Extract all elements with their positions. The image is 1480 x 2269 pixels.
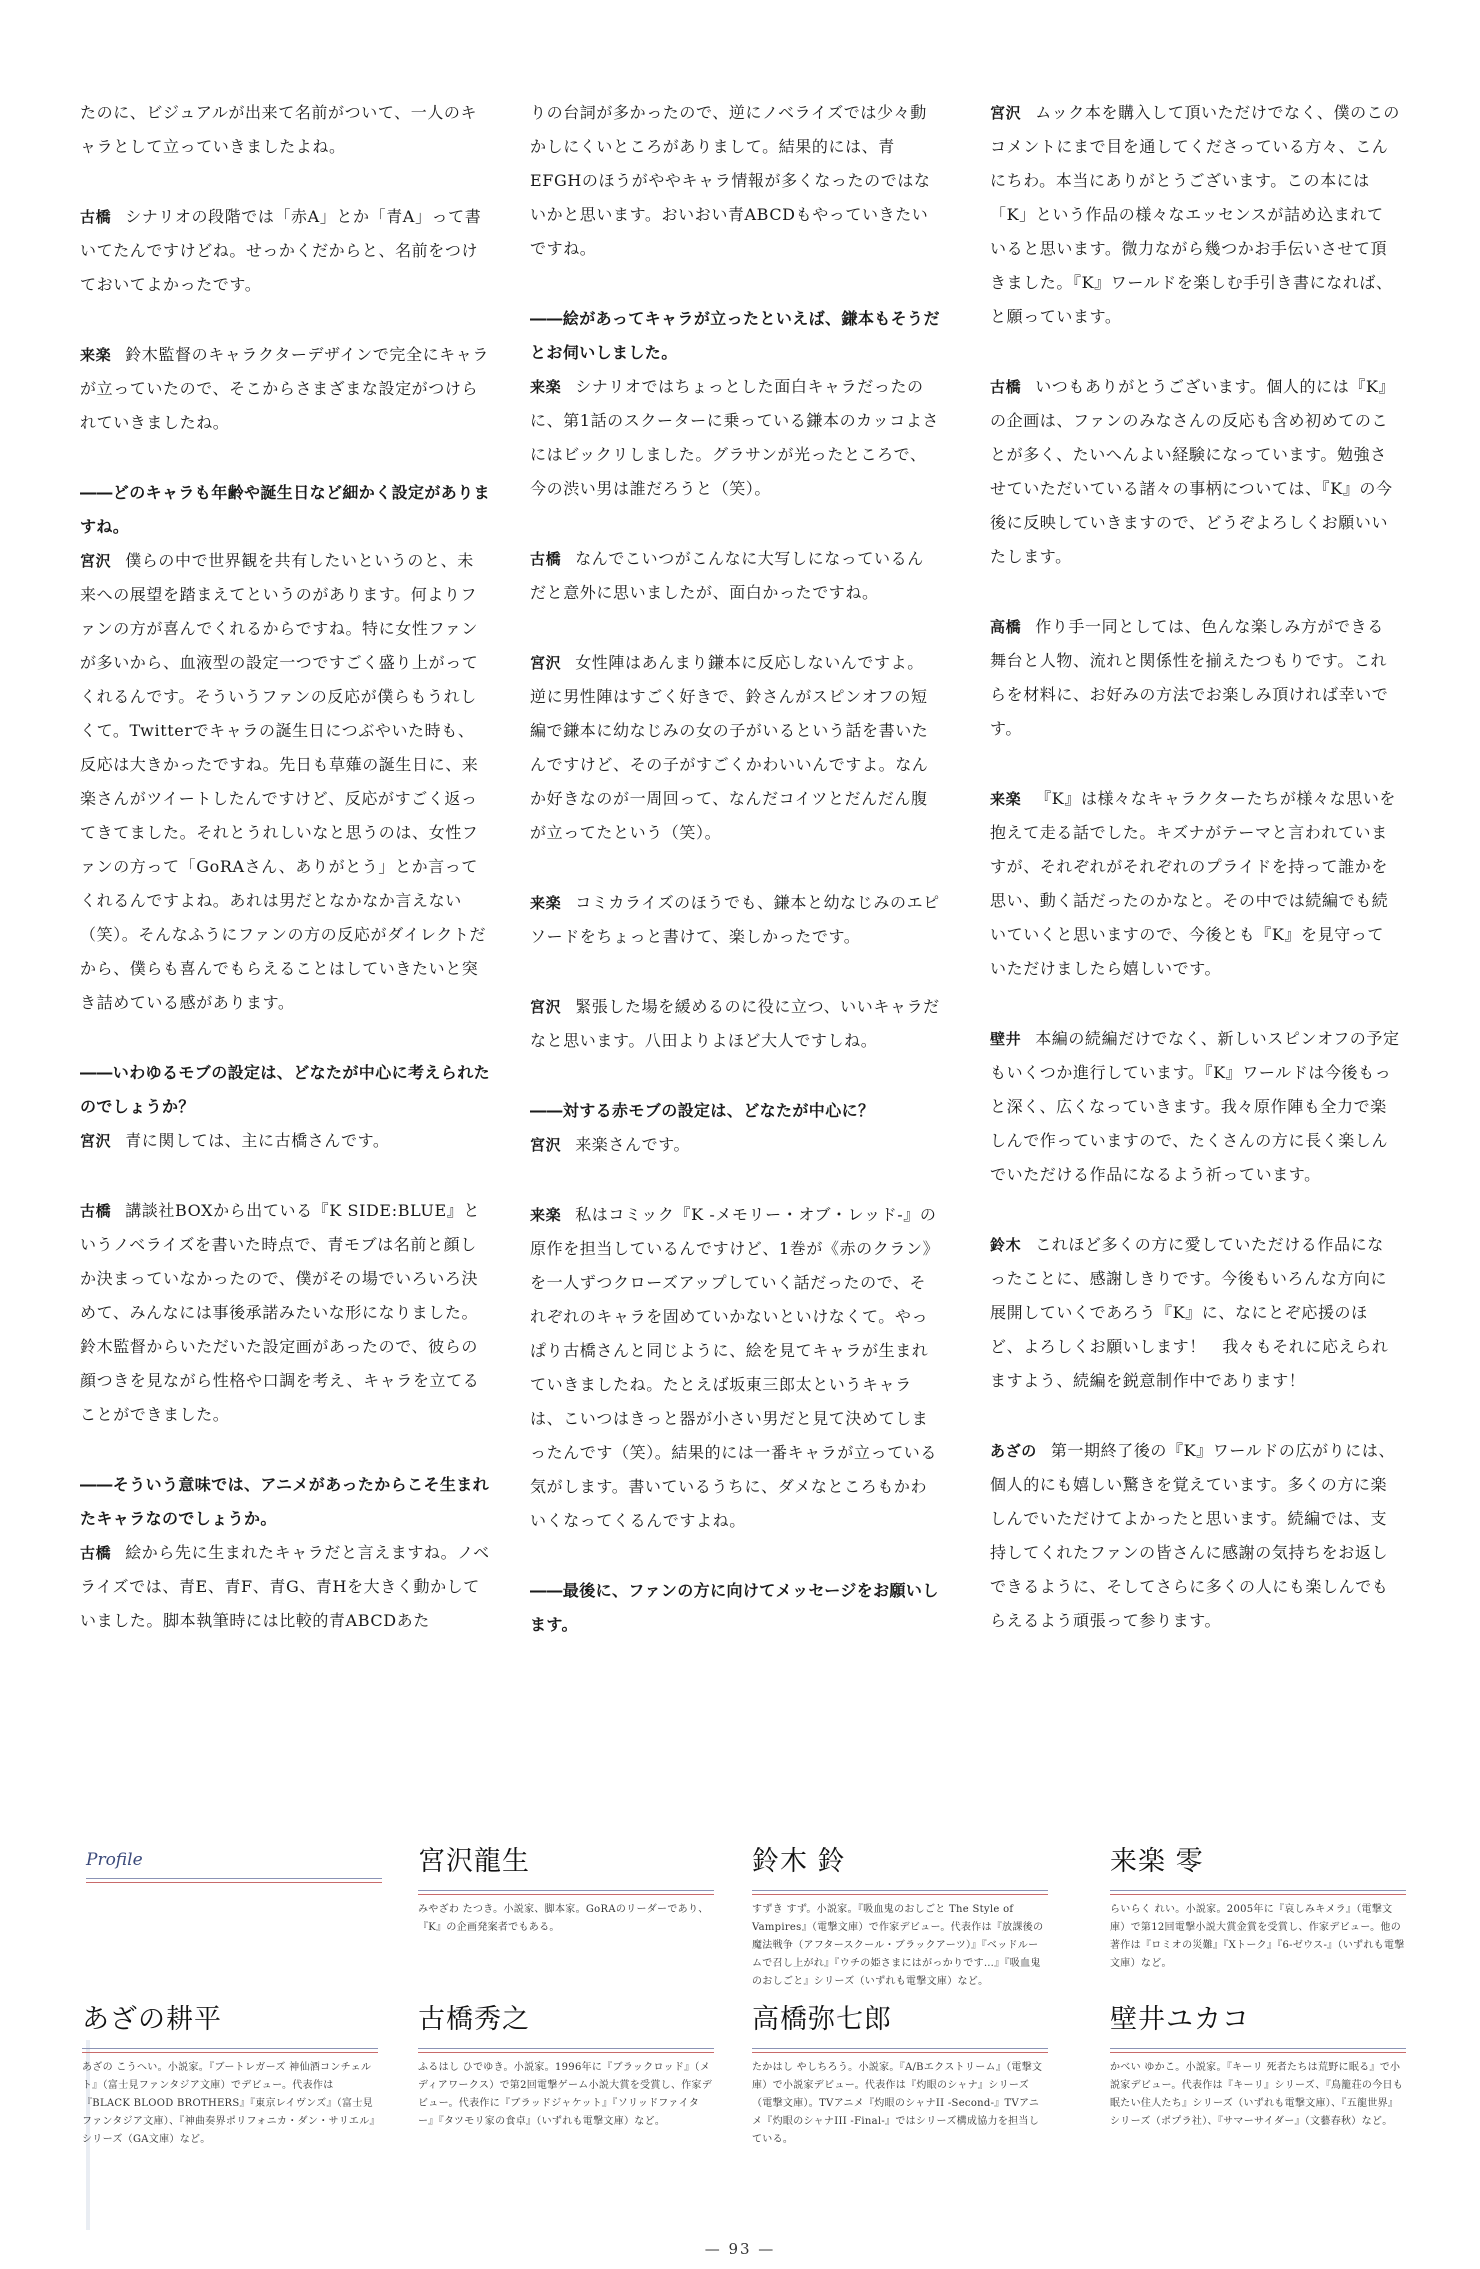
paragraph-text: なんでこいつがこんなに大写しになっているんだと意外に思いましたが、面白かったですね。 — [530, 549, 924, 602]
interview-question: ――どのキャラも年齢や誕生日など細かく設定がありますね。 — [80, 483, 491, 536]
speaker-paragraph — [80, 200, 490, 302]
paragraph-text: 第一期終了後の『K』ワールドの広がりには、個人的にも嬉しい驚きを覚えています。多くの方に楽しんでいただけてよかったと思います。続編では、支持してくれたファンの皆さんに感謝の気持ちをお返しできるように、そしてさらに多くの人にも楽しんでもらえるよう頑張って参ります。 — [990, 1441, 1396, 1630]
profile-bio: たかはし やしちろう。小説家。『A/Bエクストリーム』（電撃文庫）で小説家デビュー。代表作は『灼眼のシャナ』シリーズ（電撃文庫）。TVアニメ『灼眼のシャナII -Second-』TVアニメ『灼眼のシャナIII -Final-』ではシリーズ構成協力を担当している。 — [752, 2062, 1043, 2145]
speaker-paragraph — [530, 646, 940, 850]
speaker-name: 壁井 — [990, 1030, 1022, 1048]
profile-bio: らいらく れい。小説家。2005年に『哀しみキメラ』（電撃文庫）で第12回電撃小説大賞金賞を受賞し、作家デビュー。他の著作は『ロミオの災難』『Xトーク』『6-ゼウス-』（いずれも電撃文庫）など。 — [1110, 1904, 1405, 1969]
speaker-name: 宮沢 — [990, 104, 1022, 122]
profile-name: 鈴木 鈴 — [752, 1846, 846, 1877]
paragraph-text: りの台詞が多かったので、逆にノベライズでは少々動かしにくいところがありまして。結果的には、青EFGHのほうがややキャラ情報が多くなったのではないかと思います。おいおい青ABCDもやっていきたいですね。 — [530, 103, 931, 258]
profile-name: 高橋弥七郎 — [752, 2004, 892, 2035]
profile-bio: みやざわ たつき。小説家、脚本家。GoRAのリーダーであり、『K』の企画発案者でもある。 — [418, 1904, 709, 1933]
profile-divider — [82, 2048, 378, 2053]
paragraph-text: コミカライズのほうでも、鎌本と幼なじみのエピソードをちょっと書けて、楽しかったです。 — [530, 893, 940, 946]
profile-bio: すずき すず。小説家。『吸血鬼のおしごと The Style of Vampires』（電撃文庫）で作家デビュー。代表作は『放課後の魔法戦争（アフタースクール・ブラックアーツ）』『ベッドルームで召し上がれ』『ウチの姫さまにはがっかりです…』『吸血鬼のおしごと』シリーズ（いずれも電撃文庫）など。 — [752, 1904, 1044, 1987]
profile-divider — [418, 2048, 714, 2053]
profile-section — [80, 1842, 1410, 2172]
speaker-name: 宮沢 — [530, 654, 562, 672]
speaker-paragraph — [990, 610, 1400, 746]
profile-bio: ふるはし ひでゆき。小説家。1996年に『ブラックロッド』（メディアワークス）で第2回電撃ゲーム小説大賞を受賞し、作家デビュー。代表作に『ブラッドジャケット』『ソリッドファイター』『タツモリ家の食卓』（いずれも電撃文庫）など。 — [418, 2062, 713, 2127]
speaker-paragraph — [990, 1434, 1400, 1638]
paragraph-text: これほど多くの方に愛していただける作品になったことに、感謝しきりです。今後もいろんな方向に展開していくであろう『K』に、なにとぞ応援のほど、よろしくお願いします！ 我々もそれに応えられますよう、続編を鋭意制作中であります！ — [990, 1235, 1389, 1390]
speaker-name: 古橋 — [80, 1202, 112, 1220]
profile-name: あざの耕平 — [82, 2004, 222, 2035]
profile-name: 宮沢龍生 — [418, 1846, 530, 1877]
paragraph-text: 私はコミック『K -メモリー・オブ・レッド-』の原作を担当しているんですけど、1巻が《赤のクラン》を一人ずつクローズアップしていく話だったので、それぞれのキャラを固めていかないといけなくて。やっぱり古橋さんと同じように、絵を見てキャラが生まれていきましたね。たとえば坂東三郎太というキャラは、こいつはきっと器が小さい男だと見て決めてしまったんです（笑）。結果的には一番キャラが立っている気がします。書いているうちに、ダメなところもかわいくなってくるんですよね。 — [530, 1205, 940, 1530]
speaker-name: あざの — [990, 1442, 1037, 1460]
profile-divider — [418, 1890, 714, 1895]
paragraph-text: 緊張した場を緩めるのに役に立つ、いいキャラだなと思います。八田よりよほど大人ですしね。 — [530, 997, 940, 1050]
profile-name: 古橋秀之 — [418, 2004, 530, 2035]
speaker-paragraph — [80, 338, 490, 440]
profile-card-azano — [82, 2000, 378, 2149]
text-column-3 — [990, 96, 1400, 1674]
paragraph-text: シナリオではちょっとした面白キャラだったのに、第1話のスクーターに乗っている鎌本のカッコよさにはビックリしました。グラサンが光ったところで、今の渋い男は誰だろうと（笑）。 — [530, 377, 940, 498]
profile-card-furuhashi — [418, 2000, 714, 2131]
speaker-name: 鈴木 — [990, 1236, 1022, 1254]
speaker-name: 来楽 — [530, 1206, 562, 1224]
profile-bio: かべい ゆかこ。小説家。『キーリ 死者たちは荒野に眠る』で小説家デビュー。代表作は『キーリ』シリーズ、『鳥籠荘の今日も眠たい住人たち』シリーズ（いずれも電撃文庫）、『五龍世界』シリーズ（ポプラ社）、『サマーサイダー』（文藝春秋）など。 — [1110, 2062, 1404, 2127]
interview-question-block — [530, 1094, 940, 1162]
speaker-name: 来楽 — [990, 790, 1022, 808]
speaker-paragraph — [530, 1198, 940, 1538]
profile-bio: あざの こうへい。小説家。『ブートレガーズ 神仙酒コンチェルト』（富士見ファンタジア文庫）でデビュー。代表作は『BLACK BLOOD BROTHERS』『東京レイヴンズ』（富士見ファンタジア文庫）、『神曲奏界ポリフォニカ・ダン・サリエル』シリーズ（GA文庫）など。 — [82, 2062, 375, 2145]
paragraph-text: 鈴木監督のキャラクターデザインで完全にキャラが立っていたので、そこからさまざまな設定がつけられていきましたね。 — [80, 345, 489, 432]
speaker-paragraph — [530, 990, 940, 1058]
speaker-name: 古橋 — [530, 550, 562, 568]
paragraph-text: 青に関しては、主に古橋さんです。 — [125, 1131, 390, 1150]
profile-name: 壁井ユカコ — [1110, 2004, 1250, 2035]
interview-question: ――そういう意味では、アニメがあったからこそ生まれたキャラなのでしょうか。 — [80, 1475, 490, 1528]
profile-card-kabei — [1110, 2000, 1406, 2131]
paragraph — [530, 96, 940, 266]
profile-card-miyazawa — [418, 1842, 714, 1937]
speaker-name: 宮沢 — [530, 998, 562, 1016]
interview-question-block — [80, 1056, 490, 1158]
profile-card-takahashi — [752, 2000, 1048, 2149]
interview-question: ――絵があってキャラが立ったといえば、鎌本もそうだとお伺いしました。 — [530, 309, 940, 362]
interview-question: ――最後に、ファンの方に向けてメッセージをお願いします。 — [530, 1581, 939, 1634]
paragraph-text: シナリオの段階では「赤A」とか「青A」って書いてたんですけどね。せっかくだからと、名前をつけておいてよかったです。 — [80, 207, 482, 294]
speaker-name: 古橋 — [80, 208, 112, 226]
paragraph-text: 来楽さんです。 — [575, 1135, 691, 1154]
profile-divider — [752, 2048, 1048, 2053]
interview-question: ――対する赤モブの設定は、どなたが中心に？ — [530, 1101, 875, 1120]
page-number: — 93 — — [704, 2240, 776, 2258]
paragraph-text: 本編の続編だけでなく、新しいスピンオフの予定もいくつか進行しています。『K』ワールドは今後もっと深く、広くなっていきます。我々原作陣も全力で楽しんで作っていますので、たくさんの方に長く楽しんでいただける作品になるよう祈っています。 — [990, 1029, 1400, 1184]
paragraph — [80, 96, 490, 164]
speaker-name: 来楽 — [80, 346, 112, 364]
paragraph-text: いつもありがとうございます。個人的には『K』の企画は、ファンのみなさんの反応も含め初めてのことが多く、たいへんよい経験になっています。勉強させていただいている諸々の事柄については、『K』の今後に反映していきますので、どうぞよろしくお願いいたします。 — [990, 377, 1396, 566]
speaker-name: 宮沢 — [80, 552, 112, 570]
speaker-paragraph — [990, 96, 1400, 334]
interview-question-block — [80, 1468, 490, 1638]
profile-card-suzuki — [752, 1842, 1048, 1991]
paragraph-text: 作り手一同としては、色んな楽しみ方ができる舞台と人物、流れと関係性を揃えたつもりです。これらを材料に、お好みの方法でお楽しみ頂ければ幸いです。 — [990, 617, 1389, 738]
speaker-paragraph — [990, 782, 1400, 986]
paragraph-text: 女性陣はあんまり鎌本に反応しないんですよ。逆に男性陣はすごく好きで、鈴さんがスピンオフの短編で鎌本に幼なじみの女の子がいるという話を書いたんですけど、その子がすごくかわいいんですよ。なんか好きなのが一周回って、なんだコイツとだんだん腹が立ってたという（笑）。 — [530, 653, 929, 842]
speaker-paragraph — [80, 1194, 490, 1432]
paragraph-text: 講談社BOXから出ている『K SIDE:BLUE』というノベライズを書いた時点で、青モブは名前と顔しか決まっていなかったので、僕がその場でいろいろ決めて、みんなには事後承諾みたいな形になりました。鈴木監督からいただいた設定画があったので、彼らの顔つきを見ながら性格や口調を考え、キャラを立てることができました。 — [80, 1201, 480, 1424]
paragraph-text: たのに、ビジュアルが出来て名前がついて、一人のキャラとして立っていきましたよね。 — [80, 103, 478, 156]
interview-question-block — [530, 302, 940, 506]
speaker-paragraph — [990, 1228, 1400, 1398]
paragraph-text: ムック本を購入して頂いただけでなく、僕のこのコメントにまで目を通してくださっている方々、こんにちわ。本当にありがとうございます。この本には「K」という作品の様々なエッセンスが詰め込まれていると思います。微力ながら幾つかお手伝いさせて頂きました。『K』ワールドを楽しむ手引き書になれば、と願っています。 — [990, 103, 1400, 326]
speaker-name: 古橋 — [990, 378, 1022, 396]
paragraph-text: 『K』は様々なキャラクターたちが様々な思いを抱えて走る話でした。キズナがテーマと言われていますが、それぞれがそれぞれのプライドを持って誰かを思い、動く話だったのかなと。その中では続編でも続いていくと思いますので、今後とも『K』を見守っていただけましたら嬉しいです。 — [990, 789, 1397, 978]
profile-divider — [752, 1890, 1048, 1895]
speaker-name: 高橋 — [990, 618, 1022, 636]
speaker-paragraph — [990, 370, 1400, 574]
profile-name: 来楽 零 — [1110, 1846, 1204, 1877]
speaker-paragraph — [990, 1022, 1400, 1192]
speaker-name: 古橋 — [80, 1544, 112, 1562]
interview-question-block — [80, 476, 490, 1020]
profile-heading — [86, 1850, 382, 1883]
speaker-name: 宮沢 — [530, 1136, 562, 1154]
profile-divider — [1110, 2048, 1406, 2053]
speaker-paragraph — [530, 542, 940, 610]
profile-card-rairaku — [1110, 1842, 1406, 1973]
paragraph-text: 僕らの中で世界観を共有したいというのと、未来への展望を踏まえてというのがあります。何よりファンの方が喜んでくれるからですね。特に女性ファンが多いから、血液型の設定一つですごく盛り上がってくれるんです。そういうファンの反応が僕らもうれしくて。Twitterでキャラの誕生日につぶやいた時も、反応は大きかったですね。先日も草薙の誕生日に、来楽さんがツイートしたんですけど、反応がすごく返ってきてました。それとうれしいなと思うのは、女性ファンの方って「GoRAさん、ありがとう」とか言ってくれるんですよね。あれは男だとなかなか言えない（笑）。そんなふうにファンの方の反応がダイレクトだから、僕らも喜んでもらえることはしていきたいと突き詰めている感があります。 — [80, 551, 487, 1012]
speaker-paragraph — [530, 886, 940, 954]
interview-question: ――いわゆるモブの設定は、どなたが中心に考えられたのでしょうか？ — [80, 1063, 491, 1116]
text-column-1 — [80, 96, 490, 1674]
profile-heading-text: Profile — [86, 1850, 143, 1870]
text-column-2 — [530, 96, 940, 1642]
profile-divider — [86, 1878, 382, 1883]
speaker-name: 来楽 — [530, 378, 562, 396]
speaker-name: 来楽 — [530, 894, 562, 912]
speaker-name: 宮沢 — [80, 1132, 112, 1150]
profile-divider — [1110, 1890, 1406, 1895]
paragraph-text: 絵から先に生まれたキャラだと言えますね。ノベライズでは、青E、青F、青G、青Hを大きく動かしていました。脚本執筆時には比較的青ABCDあた — [80, 1543, 490, 1630]
